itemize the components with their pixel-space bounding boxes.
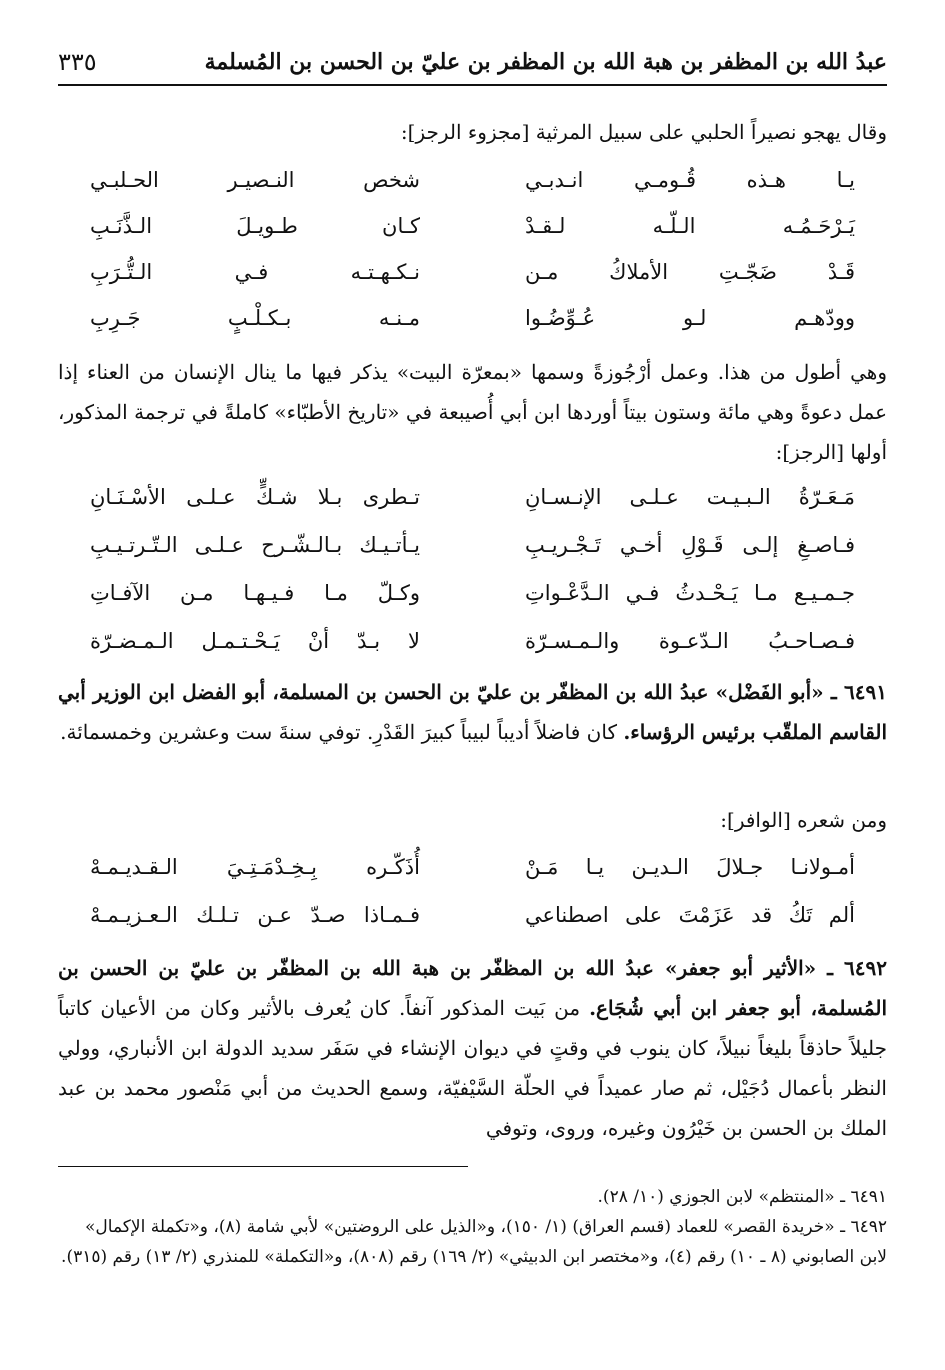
intro-satire: وقال يهجو نصيراً الحلبي على سبيل المرثية [مجزوء الرجز]: (400, 120, 887, 144)
poem2-verse-2 (90, 523, 855, 567)
entry-6491 (58, 672, 887, 752)
poem1-verse-3 (90, 250, 855, 294)
entry-6491-body: كان فاضلاً أديباً لبيباً كبيرَ القَدْرِ. توفي سنةَ ست وعشرين وخمسمائة. (60, 720, 624, 744)
paragraph-urjuza: وهي أطول من هذا. وعمل أرْجُوزةً وسمها «بمعرّة البيت» يذكر فيها ما ينال الإنسان من العناء إذا عمل دعوةً وهي مائة وستون بيتاً أوردها ابن أبي أُصيبعة في «تاريخ الأطبّاء» كاملةً في ترجمة المذكور، أولها [الرجز]: (58, 360, 887, 464)
hemistich-second: تـطرى بـلا شـكٍّ عـلـى الأسْـنَـانِ (90, 485, 420, 509)
entry-6492-heading: ٦٤٩٢ ـ «الأثير أبو جعفر» عبدُ الله بن المظفّر بن هبة الله بن المظفّر بن عليّ بن الحسن بن المُسلمة، أبو جعفر ابن أبي شُجَاع. (58, 956, 887, 1020)
poem1-verse-2 (90, 204, 855, 248)
footnote-6492: ٦٤٩٢ ـ «خريدة القصر» للعماد (قسم العراق) (١/ ١٥٠)، و«الذيل على الروضتين» لأبي شامة (٨)، و«تكملة الإكمال» لابن الصابوني (٨ ـ ١٠) رقم (٤)، و«مختصر ابن الدبيثي» (٢/ ١٦٩) رقم (٨٠٨)، و«التكملة» للمنذري (٢/ ١٣) رقم (٣١٥). (61, 1217, 887, 1267)
poem1-verse-4 (90, 296, 855, 340)
hemistich-second: شخص النـصيـر الحـلبـي (90, 168, 420, 192)
poem2-verse-3 (90, 571, 855, 615)
running-title: عبدُ الله بن المظفر بن هبة الله بن المظفر بن عليّ بن الحسن بن المُسلمة (204, 49, 887, 75)
hemistich-first: وودّهـم لـو عُـوِّضُـوا (525, 306, 855, 330)
entry-6491-poem-intro: ومن شعره [الوافر]: (720, 808, 887, 832)
hemistich-second: أُذَكّـره بِـخِـدْمَـتِـيَ الـقـديـمـهْ (90, 855, 420, 879)
footnote-6491: ٦٤٩١ ـ «المنتظم» لابن الجوزي (١٠/ ٢٨). (597, 1187, 887, 1207)
poem1-verse-1 (90, 158, 855, 202)
hemistich-first: فـصـاحـبُ الـدّعـوة والـمـسـرّة (525, 629, 855, 653)
hemistich-second: يـأتـيـك بـالـشّـرح عـلـى الـتّـرتـيـبِ (90, 533, 420, 557)
entry-6491-heading: ٦٤٩١ ـ «أبو الفَضْل» عبدُ الله بن المظفّر بن عليّ بن الحسن بن المسلمة، أبو الفضل ابن الوزير أبي القاسم الملقّب برئيس الرؤساء. (58, 680, 887, 744)
hemistich-first: جـمـيـع مـا يَـحْـدثُ فـي الـدَّعْـواتِ (525, 581, 855, 605)
hemistich-first: يَـرْحَـمُـه الـلّـه لـقـدْ (525, 214, 855, 238)
poem2-verse-1 (90, 475, 855, 519)
hemistich-second: مـنـه بـكـلْـبٍ جَـرِبِ (90, 306, 420, 330)
hemistich-first: فـاصـغِ إلـى قَـوْلِ أخـي تَـجْـريـبِ (525, 533, 855, 557)
footnotes (58, 1182, 887, 1272)
hemistich-second: وكـلّ مـا فـيـهـا مـن الآفـاتِ (90, 581, 420, 605)
page-header (58, 40, 887, 86)
hemistich-first: يـا هـذه قُـومـي انـدبـي (525, 168, 855, 192)
hemistich-second: فـمـاذا صـدّ عـن تـلـك الـعـزيـمـهْ (90, 903, 420, 927)
hemistich-first: أمـولانـا جـلالَ الـديـن يـا مَـنْ (525, 855, 855, 879)
entry-6492-body: من بَيت المذكور آنفاً. كان يُعرف بالأثير وكان من الأعيان كاتباً جليلاً حاذقاً بليغاً نبيلاً، كان ينوب في وقتٍ في ديوان الإنشاء في سَفَر سديد الدولة ابن الأنباري، وولي النظر بأعمال دُجَيْل، ثم صار عميداً في الحلّة السَّيْفيّة، وسمع الحديث من أبي مَنْصور محمد بن عبد الملك بن الحسن بن خَيْرُون وغيره، وروى، وتوفي (58, 996, 887, 1140)
poem3-verse-2 (90, 893, 855, 937)
footnote-divider (58, 1166, 468, 1167)
hemistich-first: مَـعَـرّةُ الـبـيـت عـلـى الإنـسـانِ (525, 485, 855, 509)
hemistich-second: كـان طـويـلَ الـذَّنَـبِ (90, 214, 420, 238)
hemistich-first: قَـدْ ضَجّـتِ الأملاكُ مـن (525, 260, 855, 284)
poem2-verse-4 (90, 619, 855, 663)
entry-6492 (58, 948, 887, 1148)
hemistich-second: لا بـدّ أنْ يَـحْـتـمـل الـمـضـرّة (90, 629, 420, 653)
hemistich-second: نـكـهـتـه فـي الـتُّـرَبِ (90, 260, 420, 284)
page-number: ٣٣٥ (58, 48, 97, 76)
hemistich-first: ألم تَكُ قد عَزَمْتَ على اصطناعي (525, 903, 855, 927)
poem3-verse-1 (90, 845, 855, 889)
